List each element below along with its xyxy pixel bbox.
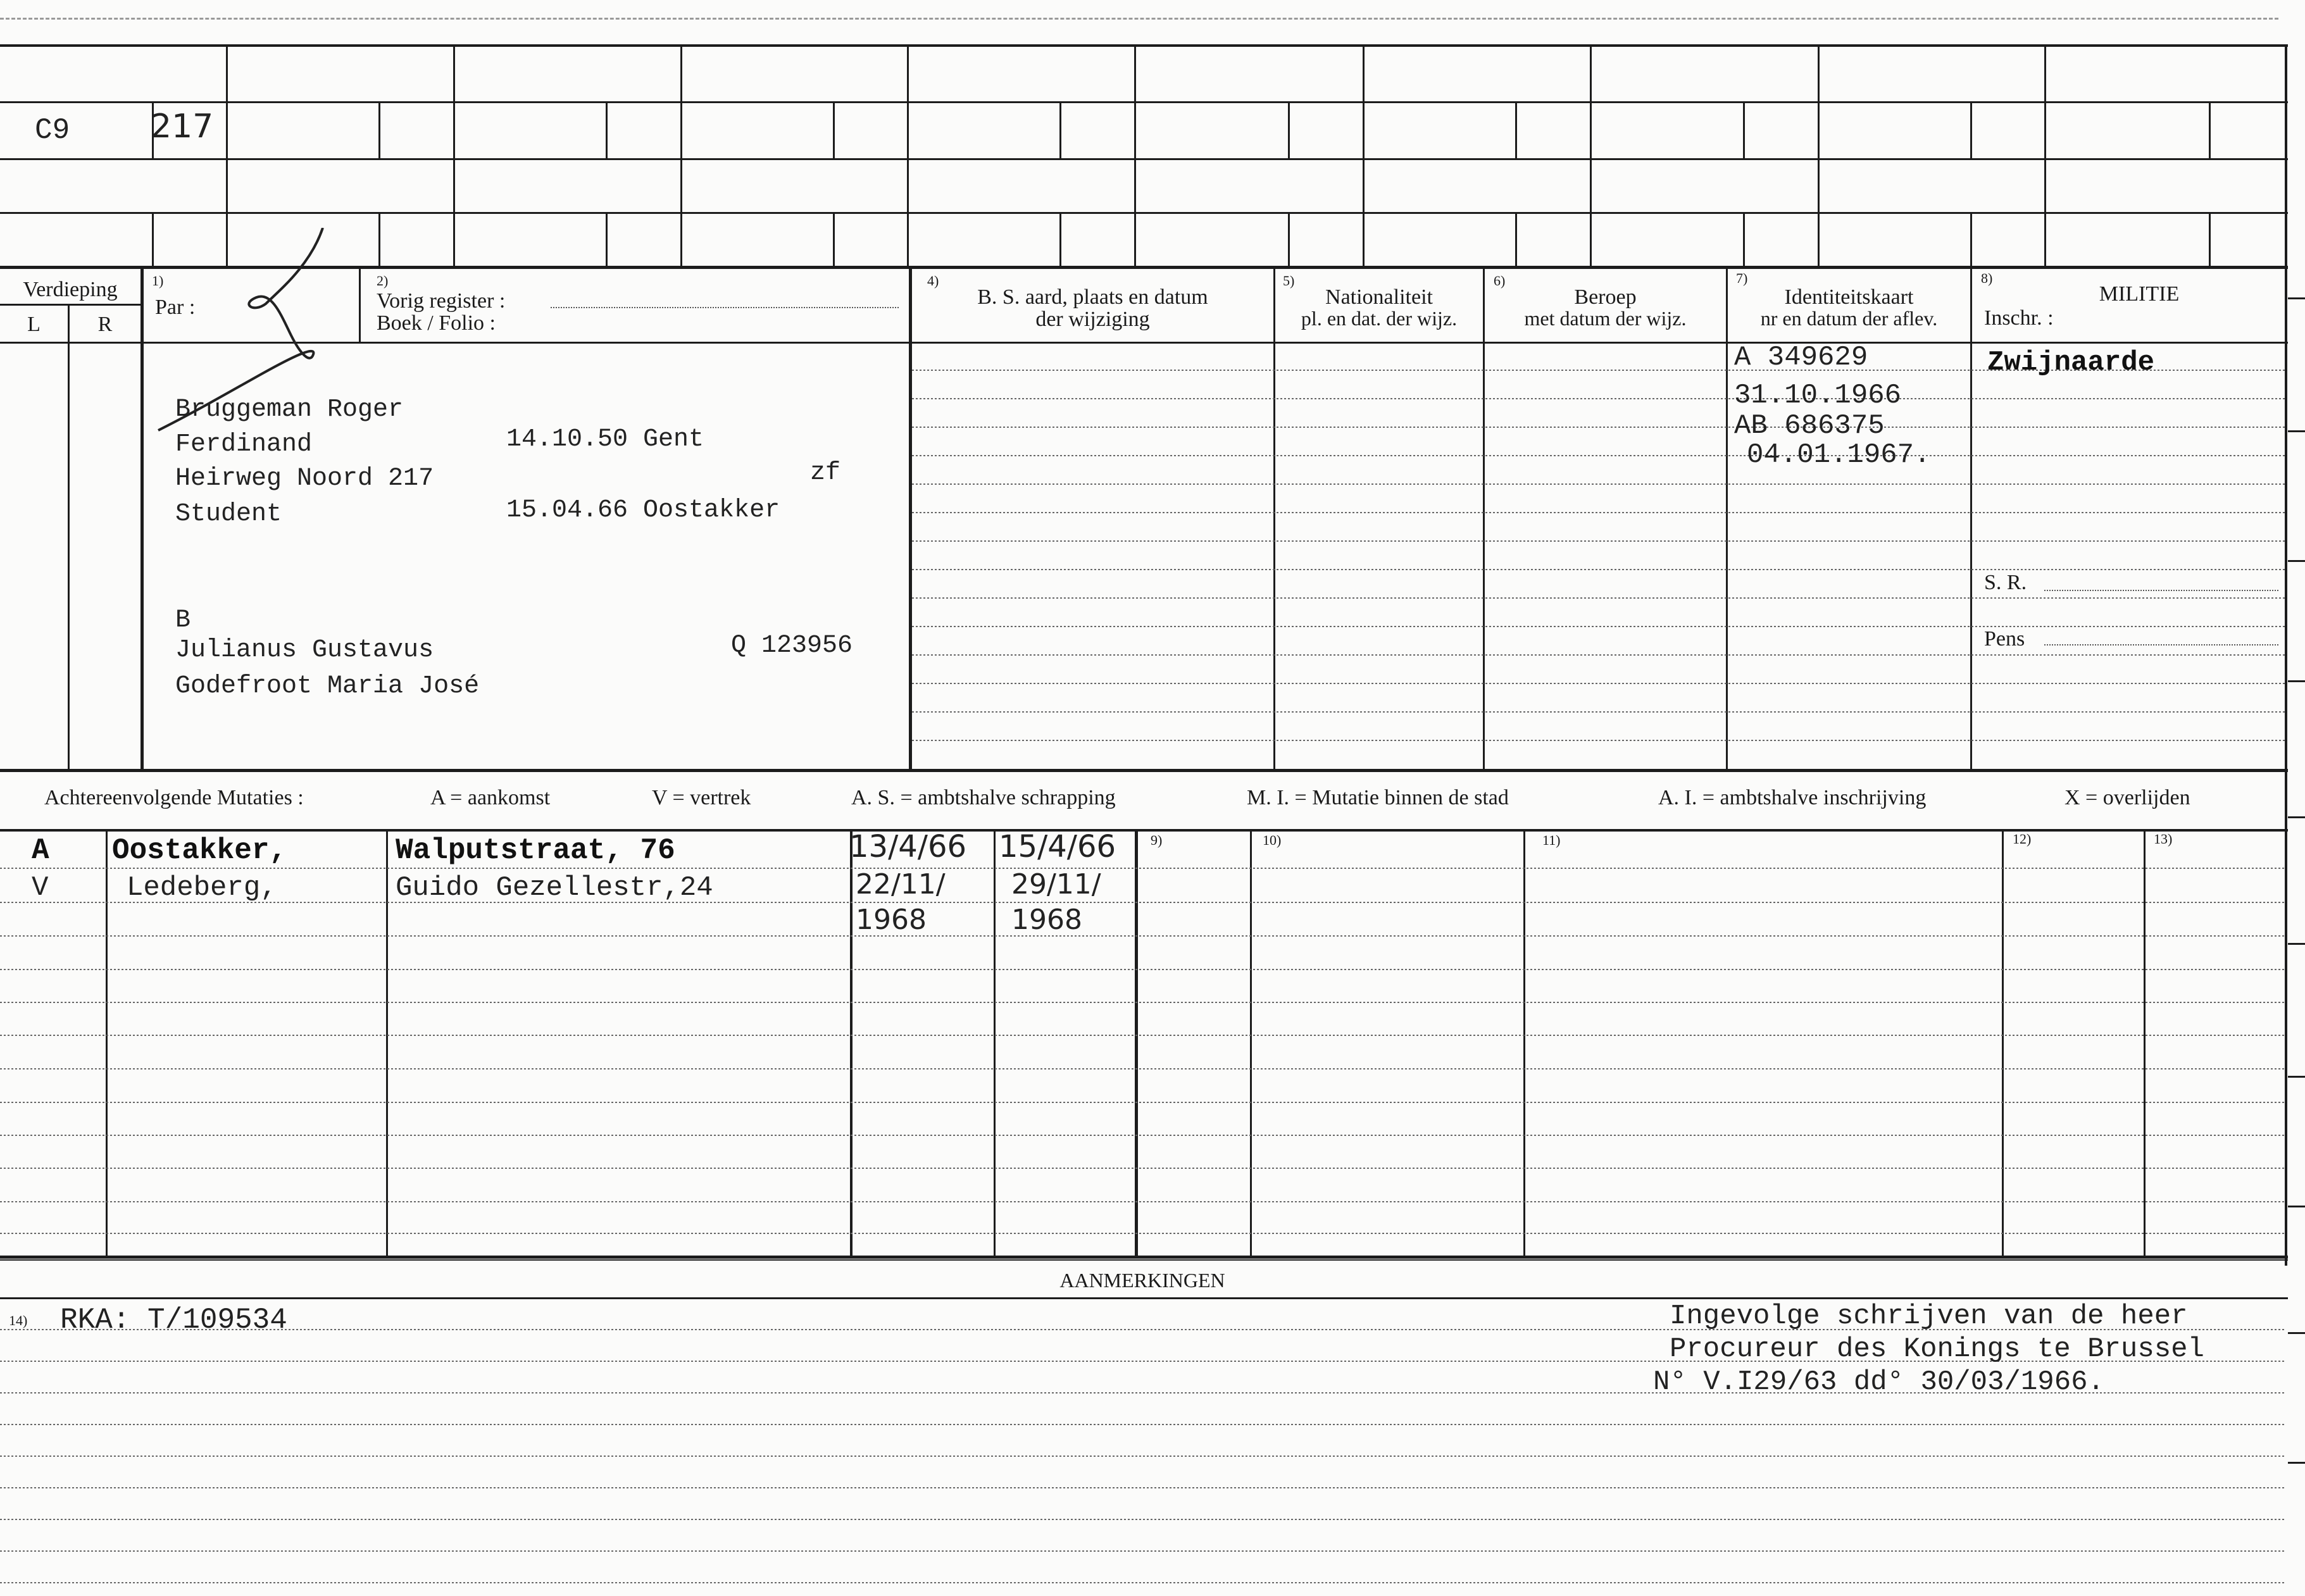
id-card-2: AB 686375 <box>1734 410 1885 442</box>
mutation-date2: 15/4/66 <box>999 829 1116 864</box>
bs-header-2: der wijziging <box>1035 308 1150 331</box>
grid-line <box>1970 212 1972 267</box>
id-date-1: 31.10.1966 <box>1734 380 1902 411</box>
militie-header: MILITIE <box>2099 282 2180 306</box>
edge-tick <box>2288 680 2305 682</box>
grid-line <box>0 44 2288 47</box>
grid-line <box>1515 101 1517 158</box>
grid-line <box>0 1259 2288 1261</box>
mutation-date1-year: 1968 <box>856 904 927 936</box>
col-number: 2) <box>377 273 389 289</box>
grid-line <box>680 44 682 267</box>
grid-line <box>0 212 2288 214</box>
person-marker: zf <box>810 459 841 487</box>
grid-line <box>833 212 835 267</box>
vorig-register-label: Vorig register : <box>377 289 506 313</box>
grid-line <box>0 342 2288 344</box>
grid-line <box>68 304 70 772</box>
grid-line <box>1288 212 1290 267</box>
edge-tick <box>2288 430 2305 432</box>
mutation-date1: 22/11/ <box>856 868 946 901</box>
beroep-header: Beroep <box>1574 285 1637 309</box>
grid-line <box>2209 212 2211 267</box>
remarks-line3: N° V.I29/63 dd° 30/03/1966. <box>1653 1366 2104 1398</box>
col-number: 6) <box>1494 273 1506 289</box>
grid-line <box>1818 44 1820 267</box>
grid-line <box>1590 44 1592 267</box>
grid-line <box>453 44 455 267</box>
person-firstname: Ferdinand <box>175 430 313 459</box>
grid-line <box>1743 101 1745 158</box>
l-label: L <box>27 313 41 336</box>
edge-tick <box>2288 297 2305 299</box>
grid-line <box>141 269 144 772</box>
legend-x: X = overlijden <box>2065 786 2190 809</box>
legend-mi: M. I. = Mutatie binnen de stad <box>1247 786 1509 809</box>
grid-line <box>1059 212 1061 267</box>
grid-line <box>1134 44 1136 267</box>
grid-line <box>1743 212 1745 267</box>
remarks-title: AANMERKINGEN <box>1059 1269 1225 1292</box>
edge-tick <box>2288 1076 2305 1078</box>
mutation-type: V <box>32 872 49 904</box>
grid-line <box>606 212 608 267</box>
grid-line <box>0 769 2288 772</box>
edge-tick <box>2288 1206 2305 1207</box>
edge-tick <box>2288 1462 2305 1464</box>
col-number: 4) <box>927 273 939 289</box>
legend-as: A. S. = ambtshalve schrapping <box>851 786 1116 809</box>
legend-a: A = aankomst <box>430 786 551 809</box>
top-edge <box>0 18 2278 20</box>
grid-line <box>378 101 380 158</box>
col-number: 12) <box>2013 831 2032 847</box>
person-address: Heirweg Noord 217 <box>175 464 434 493</box>
grid-line <box>0 1256 2288 1259</box>
code-a: C9 <box>35 114 70 147</box>
code-b: 217 <box>151 108 214 146</box>
mutation-date1: 13/4/66 <box>849 829 967 864</box>
col-number: 1) <box>152 273 164 289</box>
person-name: Bruggeman Roger <box>175 396 404 424</box>
id-date-2: 04.01.1967. <box>1747 439 1931 471</box>
col-number: 11) <box>1542 832 1561 848</box>
signature-mark <box>146 228 335 437</box>
grid-line <box>1363 44 1365 267</box>
mutation-ruling <box>0 832 2285 1256</box>
remarks-rka: RKA: T/109534 <box>60 1304 287 1337</box>
col-number: 7) <box>1736 270 1748 286</box>
grid-line <box>606 101 608 158</box>
col-number: 14) <box>9 1312 28 1328</box>
nationaliteit-header: Nationaliteit <box>1325 285 1433 309</box>
mutation-date2-year: 1968 <box>1011 904 1082 936</box>
remarks-line1: Ingevolge schrijven van de heer <box>1670 1300 2188 1332</box>
mutation-place: Oostakker, <box>112 834 287 867</box>
person-parent1: Julianus Gustavus <box>175 636 434 664</box>
col-number: 10) <box>1263 832 1282 848</box>
grid-line <box>1515 212 1517 267</box>
col-number: 5) <box>1283 273 1295 289</box>
par-label: Par : <box>155 296 196 319</box>
legend-title: Achtereenvolgende Mutaties : <box>44 786 304 809</box>
identiteitskaart-header-2: nr en datum der aflev. <box>1760 307 1938 330</box>
boek-folio-label: Boek / Folio : <box>377 311 496 335</box>
mutation-date2: 29/11/ <box>1011 868 1101 901</box>
mutation-street: Walputstraat, 76 <box>396 834 675 867</box>
person-occupation: Student <box>175 500 282 528</box>
legend-ai: A. I. = ambtshalve inschrijving <box>1658 786 1927 809</box>
legend-v: V = vertrek <box>652 786 751 809</box>
person-letter-b: B <box>175 606 191 635</box>
bs-header: B. S. aard, plaats en datum <box>977 285 1208 309</box>
edge-tick <box>2288 943 2305 945</box>
grid-line <box>0 304 142 306</box>
grid-line <box>2209 101 2211 158</box>
edge-tick <box>2288 816 2305 818</box>
grid-line <box>907 44 909 267</box>
verdieping-label: Verdieping <box>23 278 118 301</box>
grid-line <box>378 212 380 267</box>
person-arrival: 15.04.66 Oostakker <box>506 496 780 525</box>
grid-line <box>2044 44 2046 267</box>
beroep-header-2: met datum der wijz. <box>1524 307 1687 330</box>
person-parent2: Godefroot Maria José <box>175 672 480 701</box>
nationaliteit-header-2: pl. en dat. der wijz. <box>1301 307 1458 330</box>
id-card-1: A 349629 <box>1734 342 1868 373</box>
grid-line <box>0 266 2288 269</box>
grid-line <box>0 158 2288 160</box>
col-number: 8) <box>1981 270 1993 286</box>
grid-line <box>1970 101 1972 158</box>
militie-place: Zwijnaarde <box>1987 347 2155 378</box>
remarks-line2: Procureur des Konings te Brussel <box>1670 1333 2204 1365</box>
edge-tick <box>2288 560 2305 562</box>
col-number: 9) <box>1151 832 1163 848</box>
person-birth: 14.10.50 Gent <box>506 425 704 454</box>
edge-tick <box>2288 1332 2305 1334</box>
grid-line <box>0 101 2288 103</box>
identiteitskaart-header: Identiteitskaart <box>1784 285 1914 309</box>
inschr-label: Inschr. : <box>1984 306 2054 330</box>
main-ruling <box>912 345 2285 769</box>
grid-line <box>1059 101 1061 158</box>
mutation-place: Ledeberg, <box>127 872 277 904</box>
person-reference: Q 123956 <box>731 632 853 660</box>
vorig-dots <box>551 307 899 308</box>
mutation-street: Guido Gezellestr,24 <box>396 872 713 904</box>
grid-line <box>359 269 361 342</box>
r-label: R <box>97 313 113 336</box>
pens-label: Pens <box>1984 627 2025 651</box>
grid-line <box>1288 101 1290 158</box>
grid-line <box>833 101 835 158</box>
sr-label: S. R. <box>1984 571 2027 594</box>
mutation-type: A <box>32 834 49 867</box>
col-number: 13) <box>2154 831 2173 847</box>
